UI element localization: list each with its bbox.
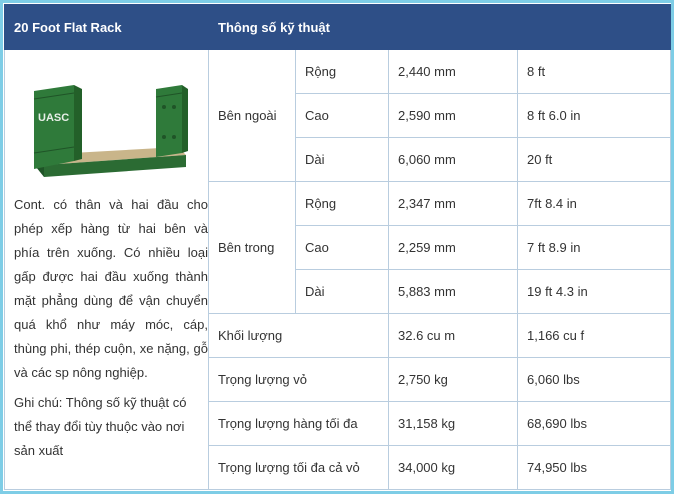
single-label: Trọng lượng tối đa cả vỏ xyxy=(209,446,389,490)
imperial-value: 8 ft xyxy=(518,50,671,94)
description-cell xyxy=(5,50,209,490)
metric-value: 2,347 mm xyxy=(389,182,518,226)
description-text: Cont. có thân và hai đầu cho phép xếp hàng từ hai bên và phía trên xuống. Có nhiều loại gấp được hai đầu xuống thành mặt phẳng dùng để vận chuyển quá khổ như máy móc, cáp, thùng phi, thép cuộn, xe nặng, gỗ và các sp nông nghiệp. xyxy=(14,196,208,380)
dim-label: Dài xyxy=(296,270,389,314)
product-header: 20 Foot Flat Rack xyxy=(5,5,209,50)
spec-header: Thông số kỹ thuật xyxy=(209,5,671,50)
metric-value: 31,158 kg xyxy=(389,402,518,446)
svg-text:UASC: UASC xyxy=(38,111,70,124)
metric-value: 2,590 mm xyxy=(389,94,518,138)
flat-rack-container-image xyxy=(30,77,190,187)
metric-value: 6,060 mm xyxy=(389,138,518,182)
note-text: Ghi chú: Thông số kỹ thuật có thể thay đổi tùy thuộc vào nơi sản xuất xyxy=(14,394,187,458)
spec-frame xyxy=(3,3,671,491)
group-label-exterior: Bên ngoài xyxy=(209,50,296,182)
metric-value: 34,000 kg xyxy=(389,446,518,490)
single-label: Trọng lượng vỏ xyxy=(209,358,389,402)
metric-value: 32.6 cu m xyxy=(389,314,518,358)
imperial-value: 6,060 lbs xyxy=(518,358,671,402)
single-label: Trọng lượng hàng tối đa xyxy=(209,402,389,446)
imperial-value: 7ft 8.4 in xyxy=(518,182,671,226)
metric-value: 5,883 mm xyxy=(389,270,518,314)
spec-table xyxy=(4,4,671,490)
group-label-interior: Bên trong xyxy=(209,182,296,314)
dim-label: Dài xyxy=(296,138,389,182)
metric-value: 2,440 mm xyxy=(389,50,518,94)
dim-label: Cao xyxy=(296,94,389,138)
imperial-value: 7 ft 8.9 in xyxy=(518,226,671,270)
imperial-value: 8 ft 6.0 in xyxy=(518,94,671,138)
single-label: Khối lượng xyxy=(209,314,389,358)
dim-label: Rộng xyxy=(296,50,389,94)
imperial-value: 19 ft 4.3 in xyxy=(518,270,671,314)
imperial-value: 74,950 lbs xyxy=(518,446,671,490)
dim-label: Rộng xyxy=(296,182,389,226)
metric-value: 2,750 kg xyxy=(389,358,518,402)
imperial-value: 20 ft xyxy=(518,138,671,182)
imperial-value: 1,166 cu f xyxy=(518,314,671,358)
dim-label: Cao xyxy=(296,226,389,270)
metric-value: 2,259 mm xyxy=(389,226,518,270)
imperial-value: 68,690 lbs xyxy=(518,402,671,446)
